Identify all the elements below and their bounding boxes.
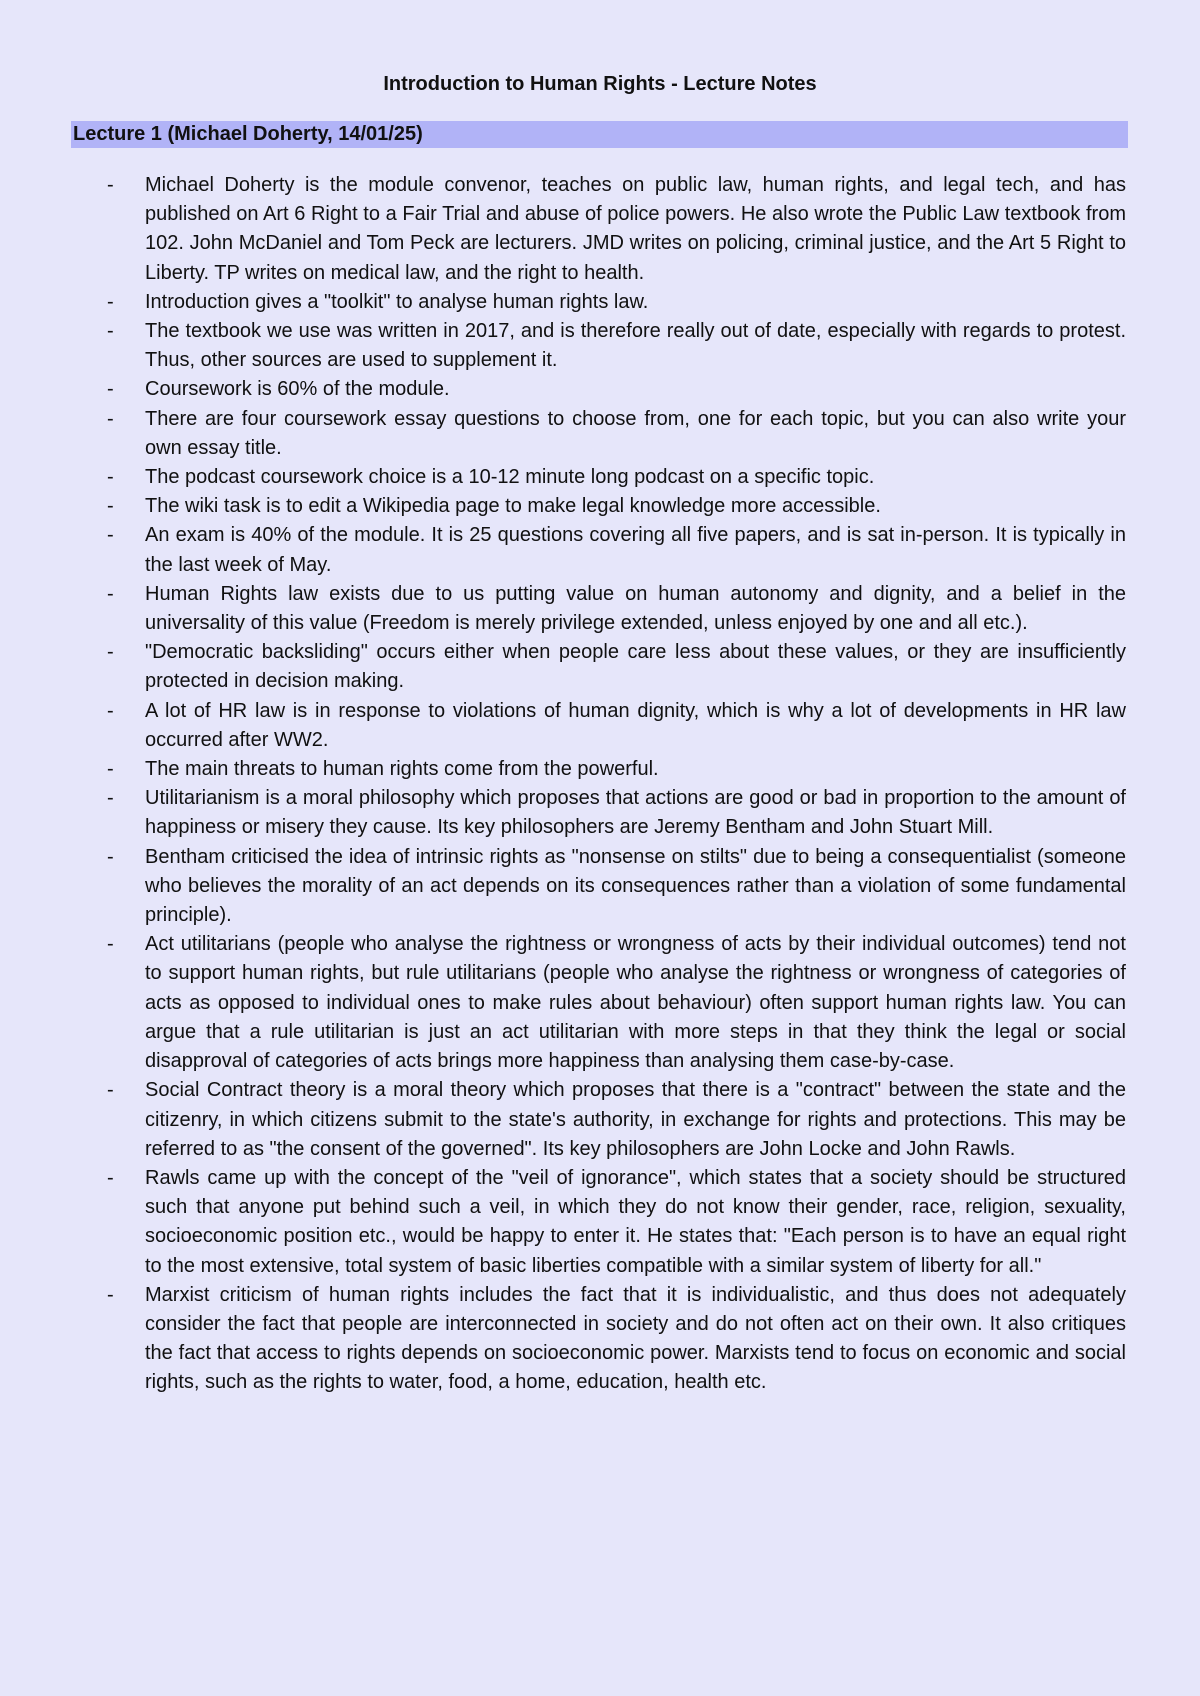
note-item (0, 755, 1200, 784)
note-text: The podcast coursework choice is a 10-12 minute long podcast on a specific topic. (145, 466, 875, 489)
note-item (0, 463, 1200, 492)
bullet-dash: - (107, 466, 114, 489)
bullet-dash: - (107, 758, 114, 781)
note-item (0, 843, 1200, 931)
bullet-dash: - (107, 320, 114, 343)
note-item (0, 580, 1200, 638)
note-text: Bentham criticised the idea of intrinsic rights as "nonsense on stilts" due to being a consequentialist (someone who believes the morality of an act depends on its consequences rather than a violation of some fundamental principle). (145, 845, 1126, 927)
note-item (0, 930, 1200, 1076)
note-text: An exam is 40% of the module. It is 25 questions covering all five papers, and is sat in-person. It is typically in the last week of May. (145, 524, 1126, 576)
note-text: Michael Doherty is the module convenor, teaches on public law, human rights, and legal tech, and has published on Art 6 Right to a Fair Trial and abuse of police powers. He also wrote the Public Law textbook from 102. John McDaniel and Tom Peck are lecturers. JMD writes on policing, criminal justice, and the Art 5 Right to Liberty. TP writes on medical law, and the right to health. (145, 174, 1126, 284)
bullet-dash: - (107, 524, 114, 547)
note-item (0, 405, 1200, 463)
note-text: There are four coursework essay questions to choose from, one for each topic, but you can also write your own essay title. (145, 407, 1126, 459)
note-item (0, 521, 1200, 579)
note-item (0, 375, 1200, 404)
bullet-dash: - (107, 641, 114, 664)
bullet-dash: - (107, 495, 114, 518)
bullet-dash: - (107, 933, 114, 956)
note-text: Coursework is 60% of the module. (145, 378, 450, 401)
bullet-dash: - (107, 582, 114, 605)
note-text: Human Rights law exists due to us putting value on human autonomy and dignity, and a belief in the universality of this value (Freedom is merely privilege extended, unless enjoyed by one and all etc.). (145, 582, 1126, 635)
lecture-heading: Lecture 1 (Michael Doherty, 14/01/25) (71, 121, 1128, 148)
note-item (0, 638, 1200, 696)
document-title: Introduction to Human Rights - Lecture Notes (383, 73, 817, 95)
bullet-dash: - (107, 378, 114, 401)
note-text: Marxist criticism of human rights includes the fact that it is individualistic, and thus does not adequately consider the fact that people are interconnected in society and do not often act on their own. It also critiques the fact that access to rights depends on socioeconomic power. Marxists tend to focus on economic and social rights, such as the rights to water, food, a home, education, health etc. (145, 1283, 1126, 1394)
note-item (0, 1164, 1200, 1281)
note-item (0, 171, 1200, 288)
bullet-dash: - (107, 1166, 114, 1189)
note-text: A lot of HR law is in response to violations of human dignity, which is why a lot of developments in HR law occurred after WW2. (145, 699, 1126, 751)
lecture-notes-list (0, 171, 1200, 1398)
note-item (0, 492, 1200, 521)
bullet-dash: - (107, 174, 114, 196)
bullet-dash: - (107, 407, 114, 430)
bullet-dash: - (107, 290, 114, 313)
note-text: Social Contract theory is a moral theory which proposes that there is a "contract" between the state and the citizenry, in which citizens submit to the state's authority, in exchange for rights and protections. This may be referred to as "the consent of the governed". Its key philosophers are John Locke and John Rawls. (145, 1079, 1126, 1160)
note-text: "Democratic backsliding" occurs either when people care less about these values, or they are insufficiently protected in decision making. (145, 641, 1126, 693)
note-text: The wiki task is to edit a Wikipedia page to make legal knowledge more accessible. (145, 495, 881, 518)
bullet-dash: - (107, 787, 114, 810)
bullet-dash: - (107, 1283, 114, 1306)
bullet-dash: - (107, 1079, 114, 1102)
note-text: Act utilitarians (people who analyse the rightness or wrongness of acts by their individual outcomes) tend not to support human rights, but rule utilitarians (people who analyse the rightness or wrongness of categories of acts as opposed to individual ones to make rules about behaviour) often support human rights law. You can argue that a rule utilitarian is just an act utilitarian with more steps in that they think the legal or social disapproval of categories of acts brings more happiness than analysing them case-by-case. (145, 933, 1126, 1073)
bullet-dash: - (107, 699, 114, 722)
note-item (0, 1281, 1200, 1398)
note-item (0, 784, 1200, 842)
note-item (0, 1076, 1200, 1164)
note-text: The textbook we use was written in 2017, and is therefore really out of date, especially with regards to protest. Thus, other sources are used to supplement it. (145, 320, 1126, 372)
note-text: The main threats to human rights come from the powerful. (145, 758, 659, 781)
note-text: Utilitarianism is a moral philosophy which proposes that actions are good or bad in proportion to the amount of happiness or misery they cause. Its key philosophers are Jeremy Bentham and John Stuart Mill. (145, 787, 1126, 839)
note-item (0, 697, 1200, 755)
note-text: Introduction gives a "toolkit" to analyse human rights law. (145, 290, 649, 313)
bullet-dash: - (107, 845, 114, 868)
note-text: Rawls came up with the concept of the "veil of ignorance", which states that a society should be structured such that anyone put behind such a veil, in which they do not know their gender, race, religion, sexuality, socioeconomic position etc., would be happy to enter it. He states that: "Each person is to have an equal right to the most extensive, total system of basic liberties compatible with a similar system of liberty for all." (145, 1166, 1126, 1277)
note-item (0, 288, 1200, 317)
note-item (0, 317, 1200, 375)
